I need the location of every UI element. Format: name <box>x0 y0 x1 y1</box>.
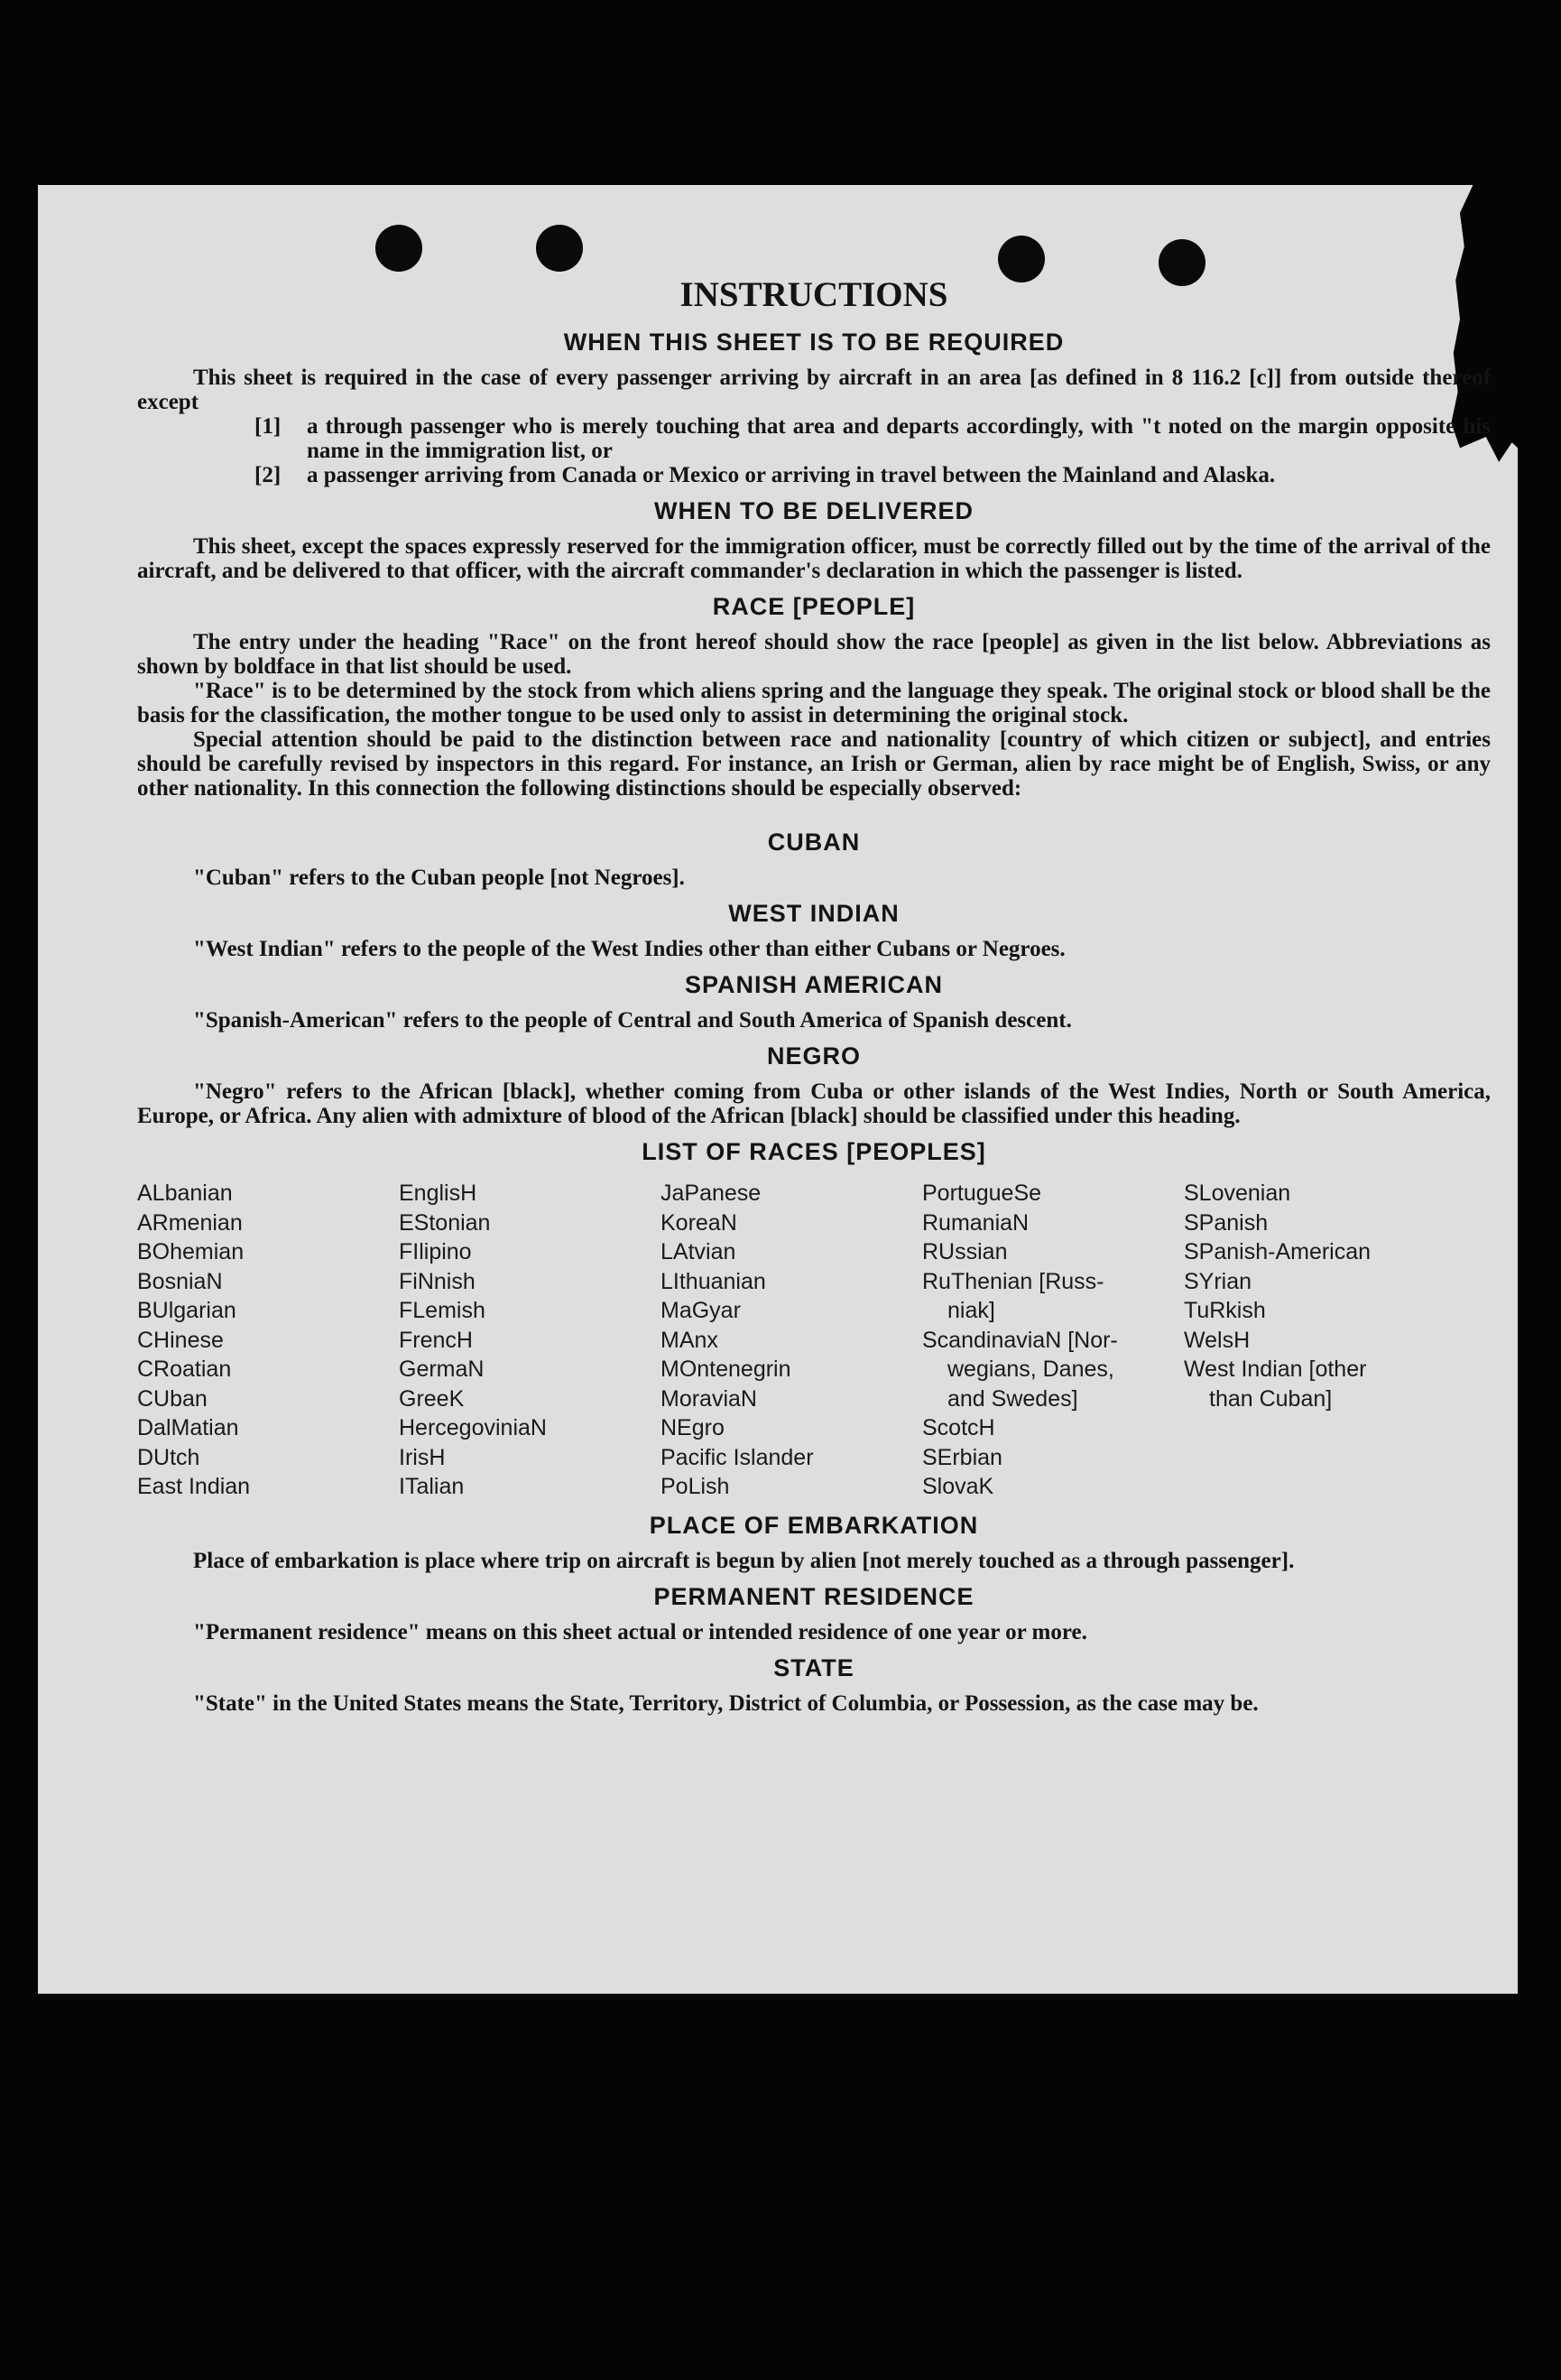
item-text: a passenger arriving from Canada or Mexico or arriving in travel between the Mainland and Alaska. <box>307 463 1276 487</box>
race-entry: BOhemian <box>137 1239 245 1264</box>
race-entry: FiNnish <box>399 1268 476 1294</box>
required-item <box>137 463 1491 487</box>
race-column <box>1184 1179 1446 1502</box>
race-entry: LAtvian <box>660 1239 736 1264</box>
punch-hole <box>536 225 583 272</box>
race-entry: GreeK <box>399 1385 465 1412</box>
race-column <box>137 1179 399 1502</box>
race-entry: ITalian <box>399 1474 465 1499</box>
race-entry: IrisH <box>399 1444 446 1470</box>
race-entry: BUlgarian <box>137 1298 236 1323</box>
race-entry: CHinese <box>137 1327 224 1353</box>
race-entry: HercegoviniaN <box>399 1415 547 1440</box>
heading-residence: PERMANENT RESIDENCE <box>653 1582 974 1610</box>
race-entry: MOntenegrin <box>660 1357 791 1382</box>
race-entry: MoraviaN <box>660 1385 757 1412</box>
race-entry: WelsH <box>1184 1327 1251 1353</box>
heading-embarkation: PLACE OF EMBARKATION <box>649 1511 979 1539</box>
race-entry: East Indian <box>137 1474 251 1499</box>
race-entry: EnglisH <box>399 1181 477 1206</box>
race-entry: ALbanian <box>137 1181 233 1206</box>
race-entry: niak] <box>947 1298 995 1323</box>
item-number: [2] <box>254 463 282 487</box>
race-entry: KoreaN <box>660 1209 737 1236</box>
race-entry: SPanish <box>1184 1209 1269 1236</box>
page-title: INSTRUCTIONS <box>679 275 948 314</box>
race-entry: PortugueSe <box>922 1181 1042 1206</box>
race-entry: RUssian <box>922 1239 1008 1264</box>
race-entry: SErbian <box>922 1444 1002 1470</box>
race-column <box>922 1179 1184 1502</box>
race-entry: CUban <box>137 1385 208 1412</box>
race-entry: DUtch <box>137 1444 200 1470</box>
race-entry: West Indian [other <box>1184 1357 1367 1382</box>
punch-hole <box>375 225 422 272</box>
race-entry: SlovaK <box>922 1474 994 1499</box>
race-entry: TuRkish <box>1184 1298 1266 1323</box>
required-item <box>137 414 1491 463</box>
delivered-text: This sheet, except the spaces expressly reserved for the immigration officer, must be correctly filled out by the time of the arrival of the aircraft, and be delivered to that officer, with the aircraft commander's declaration in which the passenger is listed. <box>137 534 1491 583</box>
west-indian-text: "West Indian" refers to the people of the West Indies other than either Cubans or Negroes. <box>193 937 1066 961</box>
item-text: a through passenger who is merely touching that area and departs accordingly, with "t noted on the margin opposite his name in the immigration list, or <box>307 414 1491 463</box>
race-entry: GermaN <box>399 1357 485 1382</box>
instructions-content <box>137 275 1491 1716</box>
heading-cuban: CUBAN <box>767 829 861 856</box>
negro-text: "Negro" refers to the African [black], whether coming from Cuba or other islands of the West Indies, North or South America, Europe, or Africa. Any alien with admixture of blood of the African [black] should be classified under this heading. <box>137 1079 1491 1128</box>
race-entry: EStonian <box>399 1209 491 1236</box>
heading-list-of-races: LIST OF RACES [PEOPLES] <box>642 1138 986 1165</box>
heading-spanish-american: SPANISH AMERICAN <box>684 971 943 998</box>
heading-state: STATE <box>773 1653 854 1681</box>
heading-negro: NEGRO <box>766 1042 861 1070</box>
race-entry: wegians, Danes, <box>947 1357 1114 1382</box>
cuban-text: "Cuban" refers to the Cuban people [not Negroes]. <box>193 866 685 890</box>
required-intro: This sheet is required in the case of every passenger arriving by aircraft in an area [as defined in 8 116.2 [c]] from outside thereof except <box>137 366 1491 414</box>
race-entry: JaPanese <box>660 1181 762 1206</box>
race-column <box>399 1179 660 1502</box>
race-entry: MaGyar <box>660 1298 741 1323</box>
race-entry: ScandinaviaN [Nor- <box>922 1327 1118 1353</box>
race-column <box>660 1179 922 1502</box>
race-entry: ScotcH <box>922 1415 995 1440</box>
race-entry: NEgro <box>660 1415 725 1440</box>
race-paragraph: The entry under the heading "Race" on the front hereof should show the race [people] as given in the list below. Abbreviations as shown by boldface in that list should be used. <box>137 630 1491 679</box>
race-entry: FrencH <box>399 1327 473 1353</box>
document-sheet <box>38 185 1518 1994</box>
residence-text: "Permanent residence" means on this sheet actual or intended residence of one year or more. <box>193 1619 1087 1644</box>
race-paragraph: "Race" is to be determined by the stock from which aliens spring and the language they speak. The original stock or blood shall be the basis for the classification, the mother tongue to be used only to assist in determining the original stock. <box>137 679 1491 727</box>
race-entry: FLemish <box>399 1298 485 1323</box>
item-number: [1] <box>254 414 282 439</box>
race-entry: BosniaN <box>137 1268 223 1294</box>
heading-required: WHEN THIS SHEET IS TO BE REQUIRED <box>563 329 1065 356</box>
race-entry: FIlipino <box>399 1239 472 1264</box>
spanish-american-text: "Spanish-American" refers to the people of Central and South America of Spanish descent. <box>193 1008 1072 1033</box>
race-entry: SPanish-American <box>1184 1239 1372 1264</box>
heading-race: RACE [PEOPLE] <box>712 593 916 620</box>
race-entry: PoLish <box>660 1474 730 1499</box>
race-entry: CRoatian <box>137 1357 232 1382</box>
race-entry: SLovenian <box>1184 1181 1291 1206</box>
race-entry: than Cuban] <box>1209 1385 1333 1412</box>
heading-delivered: WHEN TO BE DELIVERED <box>653 497 974 524</box>
race-entry: RumaniaN <box>922 1209 1030 1236</box>
race-entry: and Swedes] <box>947 1385 1078 1412</box>
race-entry: SYrian <box>1184 1268 1252 1294</box>
embarkation-text: Place of embarkation is place where trip on aircraft is begun by alien [not merely touched as a through passenger]. <box>193 1548 1295 1573</box>
race-entry: LIthuanian <box>660 1268 766 1294</box>
heading-west-indian: WEST INDIAN <box>728 900 900 927</box>
race-entry: ARmenian <box>137 1209 243 1236</box>
state-text: "State" in the United States means the State, Territory, District of Columbia, or Possession, as the case may be. <box>193 1690 1259 1716</box>
race-entry: MAnx <box>660 1327 718 1353</box>
races-list <box>137 1179 1491 1502</box>
race-entry: RuThenian [Russ- <box>922 1268 1104 1294</box>
race-paragraph: Special attention should be paid to the distinction between race and nationality [country of which citizen or subject], and entries should be carefully revised by inspectors in this regard. For instance, an Irish or German, alien by race might be of English, Swiss, or any other nationality. In this connection the following distinctions should be especially observed: <box>137 727 1491 801</box>
race-entry: DalMatian <box>137 1415 239 1440</box>
race-entry: Pacific Islander <box>660 1444 814 1470</box>
